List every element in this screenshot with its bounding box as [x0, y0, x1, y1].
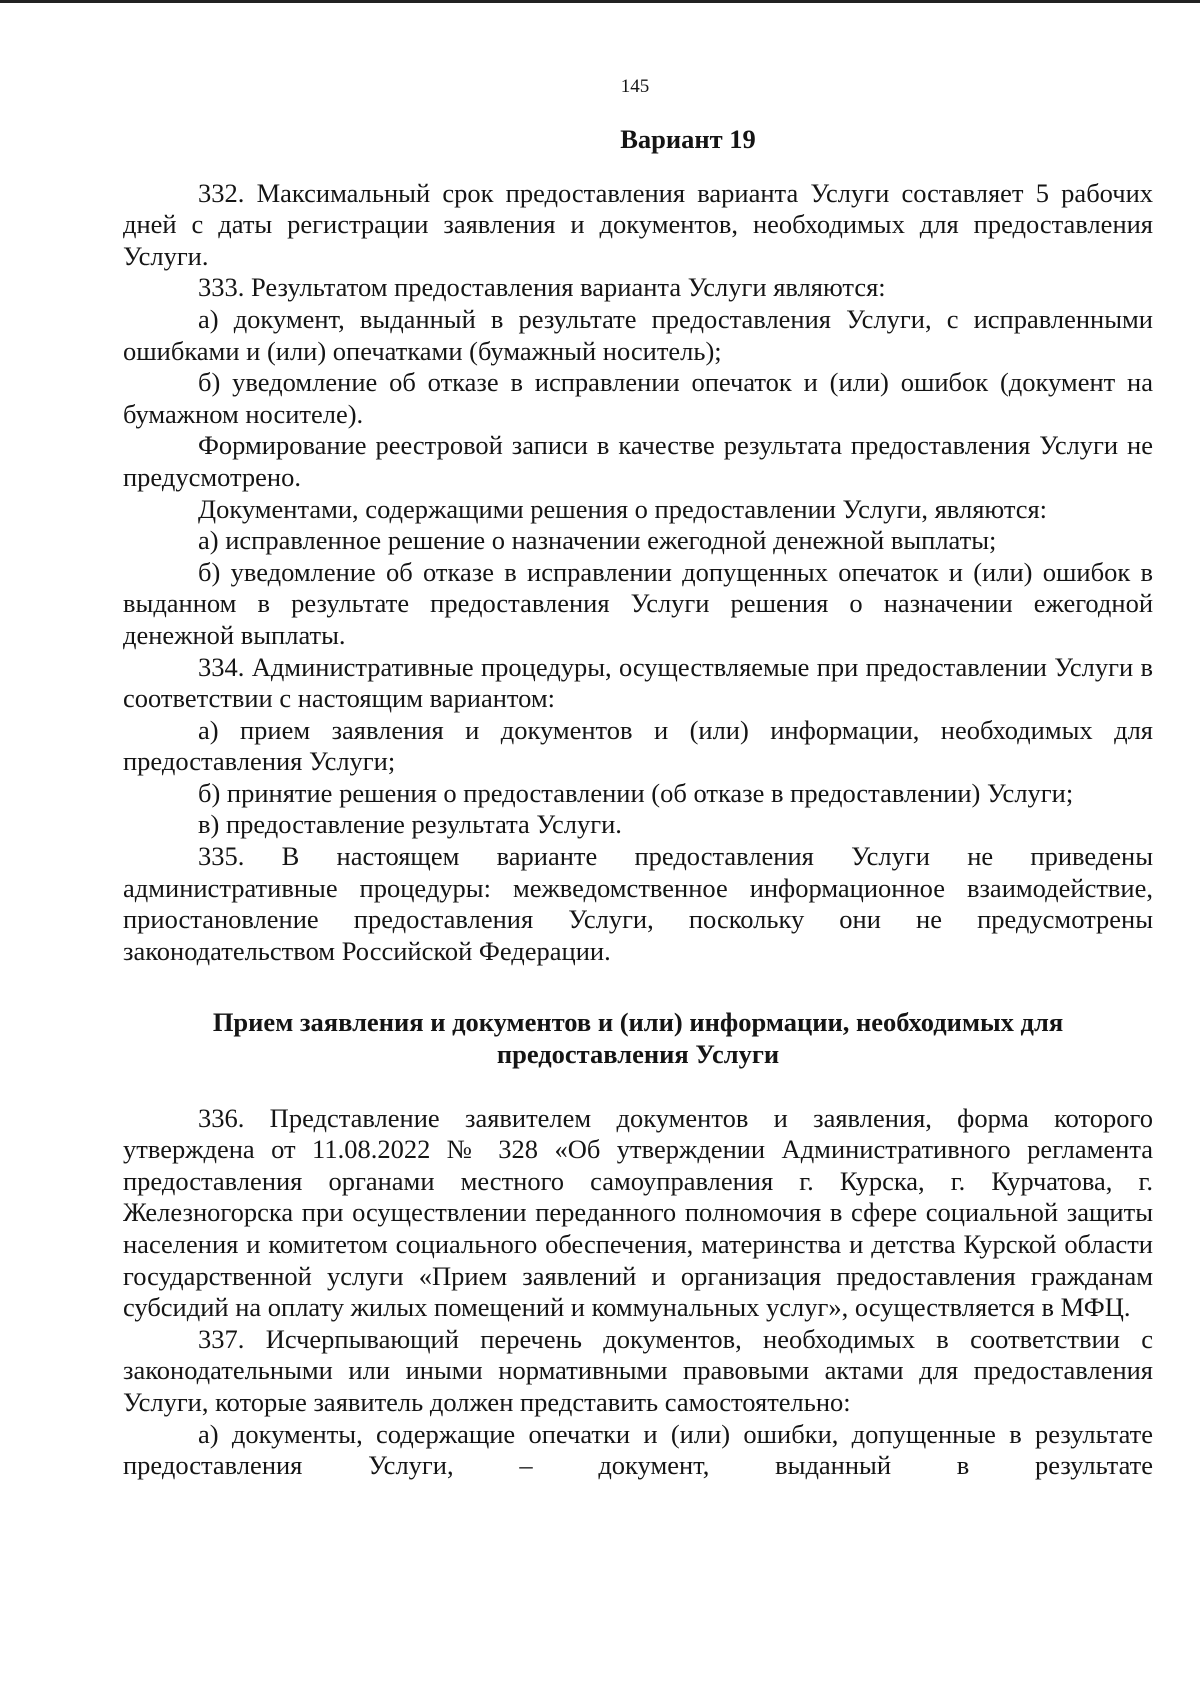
paragraph-registry-record: Формирование реестровой записи в качестве результата предоставления Услуги не предусмотрено.	[123, 430, 1153, 492]
paragraph-334: 334. Административные процедуры, осуществляемые при предоставлении Услуги в соответствии с настоящим вариантом:	[123, 651, 1153, 714]
paragraph-336: 336. Представление заявителем документов и заявления, форма которого утверждена от 11.08.2022 № 328 «Об утверждении Административного регламента предоставления органами местного самоуправления г. Курска, г. Курчатова, г. Железногорска при осуществлении переданного полномочия в сфере социальной защиты населения и комитетом социального обеспечения, материнства и детства Курской области государственной услуги «Прием заявлений и организация предоставления гражданам субсидий на оплату жилых помещений и коммунальных услуг», осуществляется в МФЦ.	[123, 1102, 1153, 1323]
paragraph-334-c: в) предоставление результата Услуги.	[198, 809, 622, 840]
paragraph-337: 337. Исчерпывающий перечень документов, необходимых в соответствии с законодательными или иными нормативными правовыми актами для предоставления Услуги, которые заявитель должен представить самостоятельно:	[123, 1323, 1153, 1417]
paragraph-337-a: а) документы, содержащие опечатки и (или) ошибки, допущенные в результате предоставления Услуги, – документ, выданный в результате	[123, 1418, 1153, 1481]
page-number: 145	[620, 76, 650, 97]
section-heading: Прием заявления и документов и (или) информации, необходимых для предоставления Услуги	[212, 1007, 1064, 1070]
scan-top-edge	[0, 0, 1200, 3]
paragraph-334-a: а) прием заявления и документов и (или) информации, необходимых для предоставления Услуги;	[123, 714, 1153, 777]
paragraph-335: 335. В настоящем варианте предоставления Услуги не приведены административные процедуры: межведомственное информационное взаимодействие, приостановление предоставления Услуги, поскольку они не предусмотрены законодательством Российской Федерации.	[123, 841, 1153, 966]
paragraph-decision-a: а) исправленное решение о назначении ежегодной денежной выплаты;	[198, 525, 997, 556]
paragraph-333-a: а) документ, выданный в результате предоставления Услуги, с исправленными ошибками и (или) опечатками (бумажный носитель);	[123, 303, 1153, 366]
variant-heading: Вариант 19	[620, 124, 756, 154]
paragraph-decision-b: б) уведомление об отказе в исправлении допущенных опечаток и (или) ошибок в выданном в результате предоставления Услуги решения о назначении ежегодной денежной выплаты.	[123, 556, 1153, 650]
paragraph-333: 333. Результатом предоставления варианта Услуги являются:	[198, 272, 886, 303]
paragraph-332: 332. Максимальный срок предоставления варианта Услуги составляет 5 рабочих дней с даты регистрации заявления и документов, необходимых для предоставления Услуги.	[123, 177, 1153, 271]
paragraph-333-b: б) уведомление об отказе в исправлении опечаток и (или) ошибок (документ на бумажном носителе).	[123, 367, 1153, 429]
paragraph-decision-documents: Документами, содержащими решения о предоставлении Услуги, являются:	[198, 493, 1048, 524]
document-body	[123, 124, 1153, 1482]
paragraph-334-b: б) принятие решения о предоставлении (об отказе в предоставлении) Услуги;	[198, 777, 1074, 808]
